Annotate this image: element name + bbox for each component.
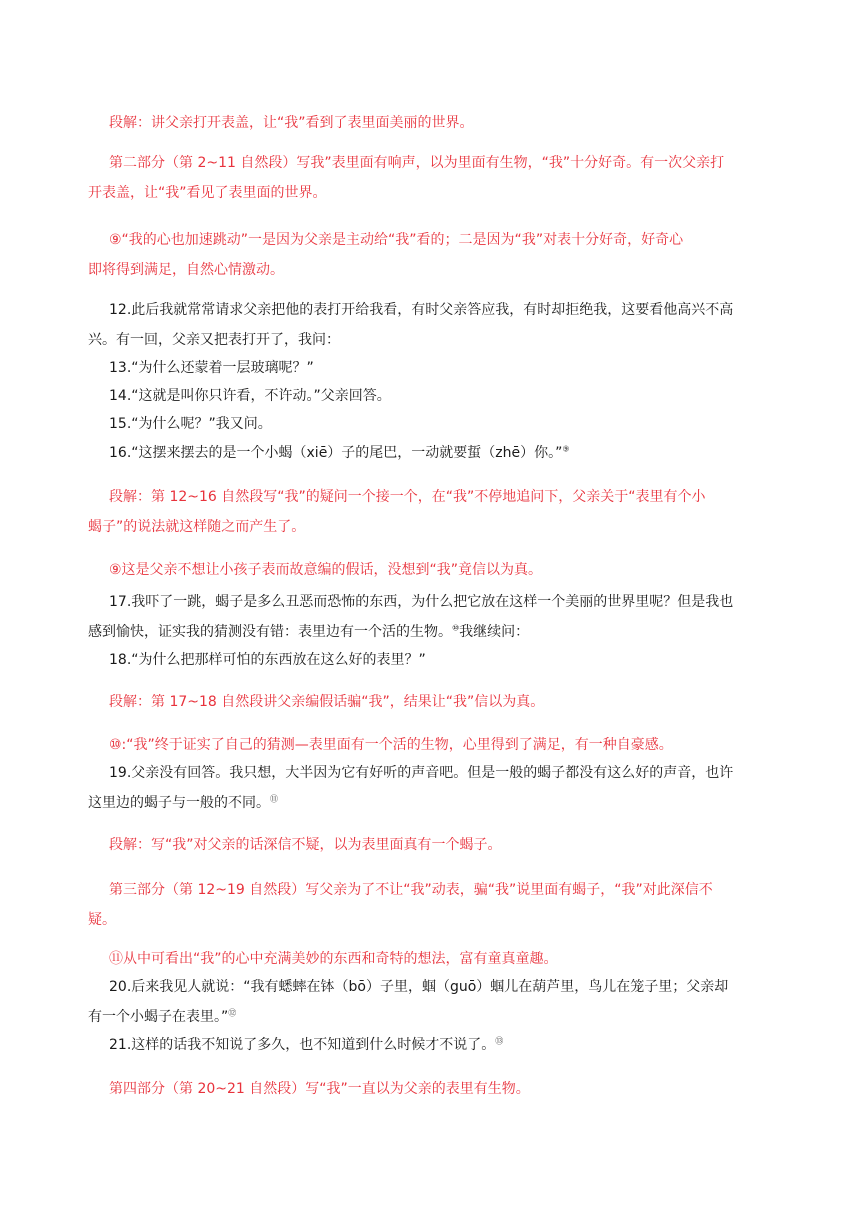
text-line: 第二部分（第 2~11 自然段）写我”表里面有响声，以为里面有生物，“我”十分好奇。有一次父亲打 [109, 155, 725, 171]
text-line: 即将得到满足，自然心情激动。 [88, 262, 284, 278]
text-paragraph [109, 645, 789, 675]
text-line: 14.“这就是叫你只许看，不许动。”父亲回答。 [109, 388, 391, 404]
section-summary [88, 875, 789, 935]
text-line: 段解：讲父亲打开表盖，让“我”看到了表里面美丽的世界。 [109, 115, 474, 131]
annotation-note [109, 555, 789, 585]
text-line: ⑨这是父亲不想让小孩子表而故意编的假话，没想到“我”竟信以为真。 [109, 562, 543, 578]
text-line: 段解：第 12~16 自然段写“我”的疑问一个接一个，在“我”不停地追问下，父亲关于“表里有个小 [109, 489, 706, 505]
text-line: 12.此后我就常常请求父亲把他的表打开给我看，有时父亲答应我，有时却拒绝我，这要看他高兴不高 [109, 302, 734, 318]
annotation-note [109, 944, 789, 974]
footnote-marker: ⑬ [495, 1036, 504, 1046]
text-paragraph [109, 353, 789, 383]
text-paragraph [109, 1030, 789, 1060]
text-paragraph [88, 587, 789, 647]
text-paragraph [88, 972, 789, 1032]
text-line: 感到愉快，证实我的猜测没有错：表里边有一个活的生物。 [88, 624, 452, 640]
text-line: 蝎子”的说法就这样随之而产生了。 [88, 519, 306, 535]
text-line: 开表盖，让“我”看见了表里面的世界。 [88, 185, 327, 201]
footnote-marker: ⑪ [270, 794, 278, 804]
text-line: ⑩:“我”终于证实了自己的猜测—表里面有一个活的生物，心里得到了满足，有一种自豪感。 [109, 737, 673, 753]
footnote-marker: ⑩ [452, 623, 460, 633]
paragraph-analysis [109, 108, 789, 138]
text-line: 段解：写“我”对父亲的话深信不疑，以为表里面真有一个蝎子。 [109, 837, 502, 853]
text-line: 我继续问： [459, 624, 530, 640]
text-line: 15.“为什么呢？”我又问。 [109, 416, 272, 432]
section-summary [88, 148, 789, 208]
text-line: 18.“为什么把那样可怕的东西放在这么好的表里？” [109, 652, 426, 668]
paragraph-analysis [88, 482, 789, 542]
text-line: 这里边的蝎子与一般的不同。 [88, 795, 270, 811]
text-line: 20.后来我见人就说：“我有蟋蟀在钵（bō）子里，蝈（guō）蝈儿在葫芦里，鸟儿在笼子里；父亲却 [109, 979, 729, 995]
text-line: 疑。 [88, 912, 116, 928]
text-line: 有一个小蝎子在表里。” [88, 1009, 229, 1025]
text-line: ⑨“我的心也加速跳动”一是因为父亲是主动给“我”看的；二是因为“我”对表十分好奇，好奇心 [109, 232, 684, 248]
paragraph-analysis [109, 687, 789, 717]
paragraph-analysis [109, 830, 789, 860]
text-paragraph [109, 381, 789, 411]
text-paragraph [88, 758, 789, 818]
text-paragraph [109, 409, 789, 439]
text-line: 第三部分（第 12~19 自然段）写父亲为了不让“我”动表，骗“我”说里面有蝎子，“我”对此深信不 [109, 882, 713, 898]
footnote-marker: ⑨ [562, 444, 570, 454]
annotation-note [109, 730, 789, 760]
text-line: 第四部分（第 20~21 自然段）写“我”一直以为父亲的表里有生物。 [109, 1081, 530, 1097]
annotation-note [88, 225, 789, 285]
text-line: 兴。有一回，父亲又把表打开了，我问： [88, 332, 340, 348]
text-line: 16.“这摆来摆去的是一个小蝎（xiē）子的尾巴，一动就要蜇（zhē）你。” [109, 445, 563, 461]
text-line: 21.这样的话我不知说了多久，也不知道到什么时候才不说了。 [109, 1037, 496, 1053]
text-line: ⑪从中可看出“我”的心中充满美妙的东西和奇特的想法，富有童真童趣。 [109, 951, 558, 967]
footnote-marker: ⑫ [228, 1008, 237, 1018]
text-paragraph [109, 438, 789, 468]
text-paragraph [88, 295, 789, 355]
text-line: 段解：第 17~18 自然段讲父亲编假话骗“我”，结果让“我”信以为真。 [109, 694, 545, 710]
text-line: 17.我吓了一跳，蝎子是多么丑恶而恐怖的东西，为什么把它放在这样一个美丽的世界里呢？但是我也 [109, 594, 734, 610]
section-summary [109, 1074, 789, 1104]
text-line: 19.父亲没有回答。我只想，大半因为它有好听的声音吧。但是一般的蝎子都没有这么好的声音，也许 [109, 765, 734, 781]
text-line: 13.“为什么还蒙着一层玻璃呢？” [109, 360, 314, 376]
